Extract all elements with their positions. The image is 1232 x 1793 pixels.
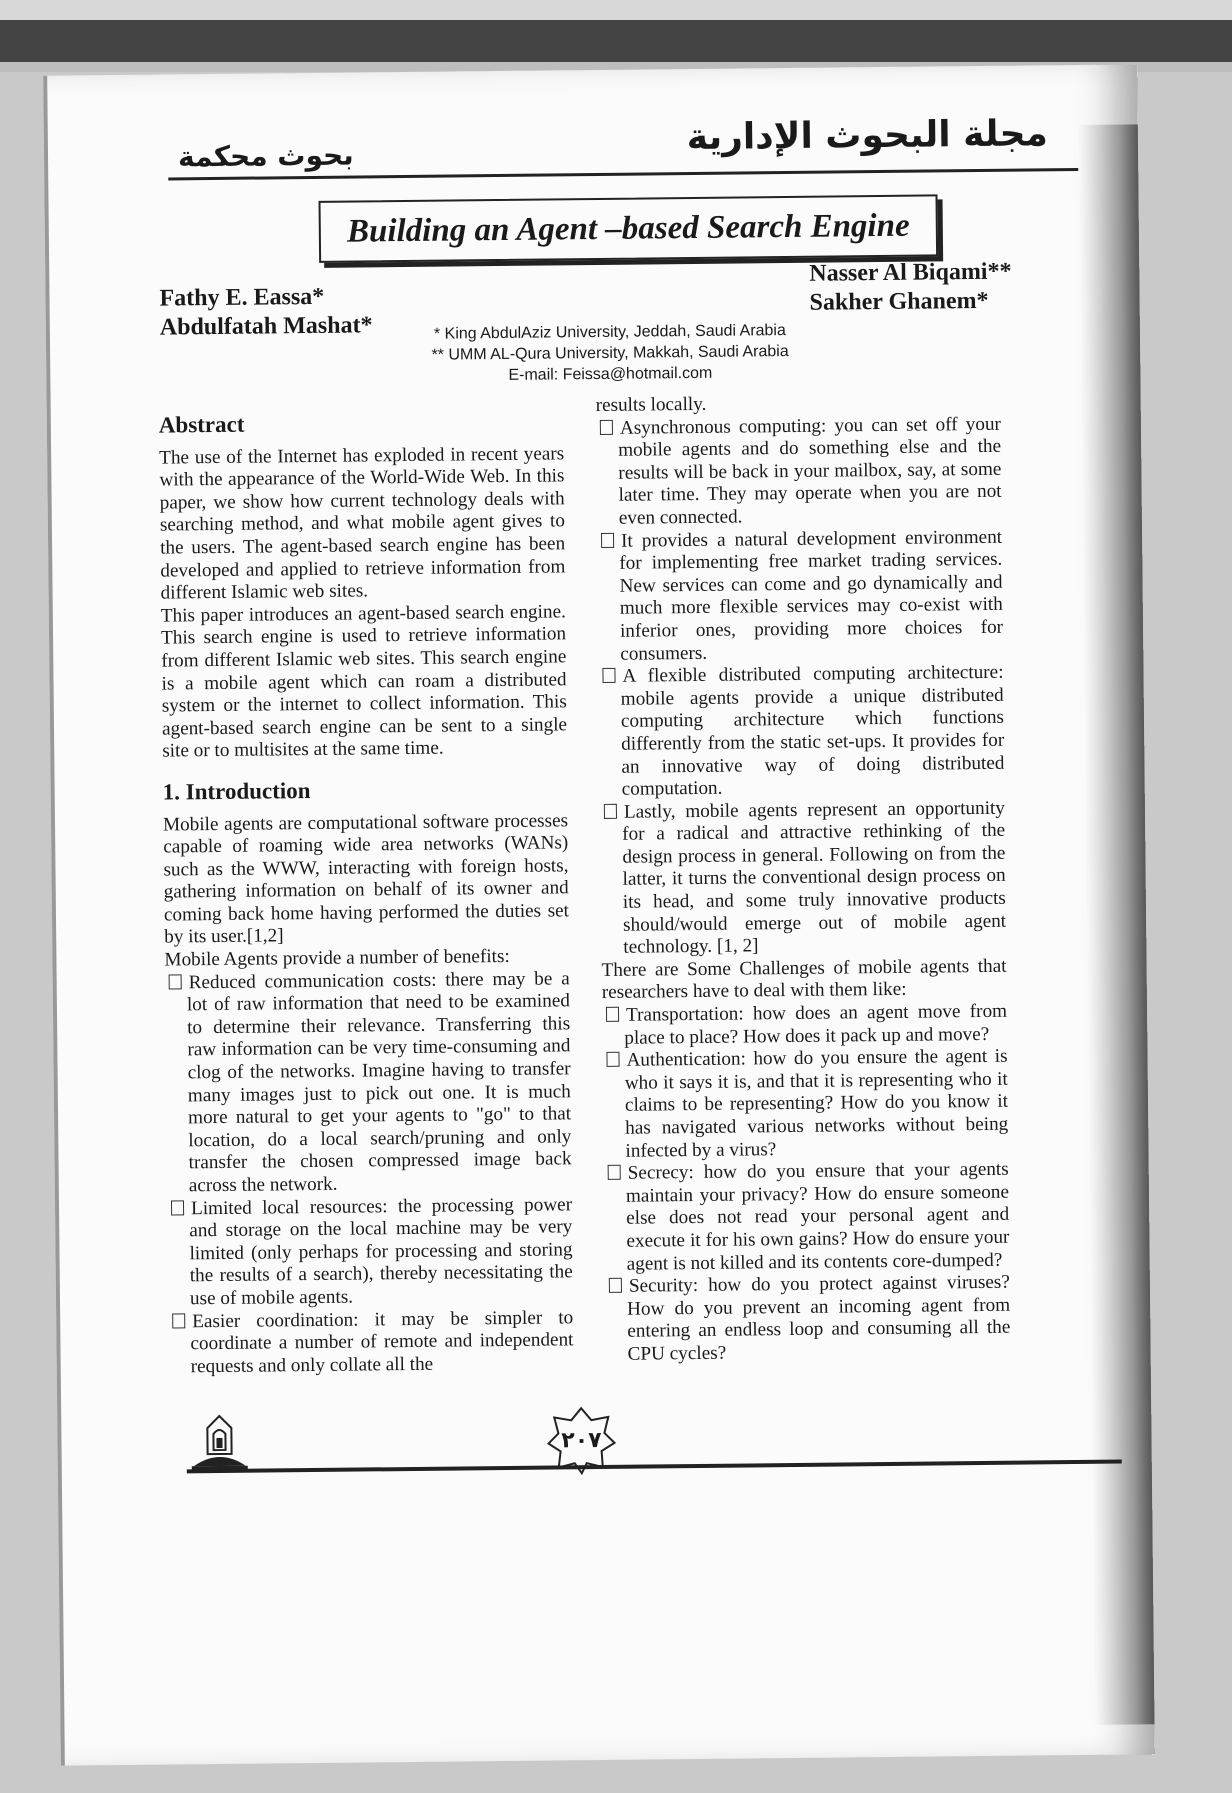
checkbox-bullet-icon [172,1313,185,1328]
university-logo-icon [189,1414,250,1473]
list-item: Easier coordination: it may be simpler to coordinate a number of remote and independent requests and only collate all the [168,1307,574,1379]
footer-rule [187,1460,1122,1474]
affiliations [370,319,851,387]
checkbox-bullet-icon [604,803,617,818]
list-item: It provides a natural development environment for implementing free market trading services. New services can come and go dynamically and much more flexible services may co-exist with inferior ones, providing more choices for consumers. [597,526,1003,666]
page-number-text: ٢٠٧ [561,1427,602,1453]
affiliation-line: * King AbdulAziz University, Jeddah, Saudi Arabia [433,322,786,343]
list-item: Lastly, mobile agents represent an opportunity for a radical and attractive rethinking of the design process in general. Following on from the latter, it turns the conventional design process on its head, and some truly innovative products should/would emerge out of mobile agent technology. [1, 2] [600,797,1007,959]
journal-title: مجلة البحوث الإدارية [686,113,1049,159]
abstract-paragraph: This paper introduces an agent-based search engine. This search engine is used to retrieve information from different Islamic web sites. This search engine is a mobile agent which can roam a distributed system or the internet to collect information. This agent-based search engine can be sent to a single site or to multisites at the same time. [160,601,568,762]
checkbox-bullet-icon [606,1052,619,1067]
page-curl-shadow [1078,124,1155,1725]
challenges-intro: There are Some Challenges of mobile agents that researchers have to deal with them like: [601,955,1007,1004]
intro-paragraph: Mobile agents are computational software processes capable of roaming wide area networks (WANs) such as the WWW, interacting with foreign hosts, gathering information on behalf of its owner and coming back home having performed the duties set by its user.[1,2] [162,809,570,949]
author-name: Fathy E. Eassa* [159,283,325,312]
list-item: Reduced communication costs: there may be a lot of raw information that need to be examined to determine their relevance. Transferring this raw information can be very time-consuming and clog of the networks. Imagine having to transfer many images just to pick out one. It is much more natural to get your agents to "go" to that location, do a local search/pruning and only transfer the chosen compressed image back across the network. [165,968,572,1198]
paper-title: Building an Agent –based Search Engine [319,194,939,262]
left-column [159,410,574,1379]
checkbox-bullet-icon [606,1007,619,1022]
abstract-paragraph: The use of the Internet has exploded in recent years with the appearance of the World-Wide Web. In this paper, we show how current technology deals with searching method, and what mobile agent gives to the users. The agent-based search engine has been developed and applied to retrieve information from different Islamic web sites. [159,442,566,604]
checkbox-bullet-icon [171,1200,184,1215]
checkbox-bullet-icon [608,1165,621,1180]
list-item: Security: how do you protect against viruses? How do you prevent an incoming agent from entering an endless loop and consuming all the CPU cycles? [605,1272,1011,1367]
list-item: Authentication: how do you ensure the agent is who it says it is, and that it is representing who it claims to be representing? How do you know it has navigated various networks without being infected by a virus? [602,1046,1008,1163]
benefits-list [165,968,574,1379]
list-item: Asynchronous computing: you can set off your mobile agents and do something else and the results will be back in your mailbox, say, at some later time. They may operate when you are not even connected. [596,413,1002,530]
intro-paragraph: Mobile Agents provide a number of benefits: [164,946,510,971]
authors-left [159,282,372,342]
author-name: Sakher Ghanem* [809,287,989,316]
benefits-list-continued [596,413,1007,959]
list-item: Transportation: how does an agent move from place to place? How does it pack up and move? [602,1001,1007,1050]
checkbox-bullet-icon [601,532,614,547]
list-item: Limited local resources: the processing power and storage on the local machine may be very limited (only perhaps for processing and storing the results of a search), thereby necessitating the use of mobile agents. [167,1194,573,1311]
page-header [98,105,1089,175]
list-item: A flexible distributed computing architecture: mobile agents provide a unique distributed computing architecture which functions differently from the static set-ups. It provides for an innovative way of doing distributed computation. [598,662,1004,802]
authors-right [809,258,1012,318]
list-item: Secrecy: how do you ensure that your agents maintain your privacy? How do ensure someone else does not read your personal agent and execute it for his own gains? How do ensure your agent is not killed and its contents core-dumped? [604,1159,1010,1276]
continuation-text: results locally. [595,393,707,417]
checkbox-bullet-icon [602,668,615,683]
affiliation-line: ** UMM AL-Qura University, Makkah, Saudi Arabia [431,342,789,364]
checkbox-bullet-icon [169,974,182,989]
journal-page [43,64,1155,1765]
right-column [596,391,1011,1367]
scan-border-top [0,0,1232,72]
abstract-heading: Abstract [158,411,245,438]
author-name: Abdulfatah Mashat* [159,312,373,341]
section-label: بحوث محكمة [177,138,354,174]
email-line: E-mail: Feissa@hotmail.com [508,364,713,384]
checkbox-bullet-icon [600,419,613,434]
intro-heading: 1. Introduction [162,777,311,805]
author-name: Nasser Al Biqami** [809,258,1012,287]
challenges-list [602,1001,1011,1367]
checkbox-bullet-icon [609,1278,622,1293]
